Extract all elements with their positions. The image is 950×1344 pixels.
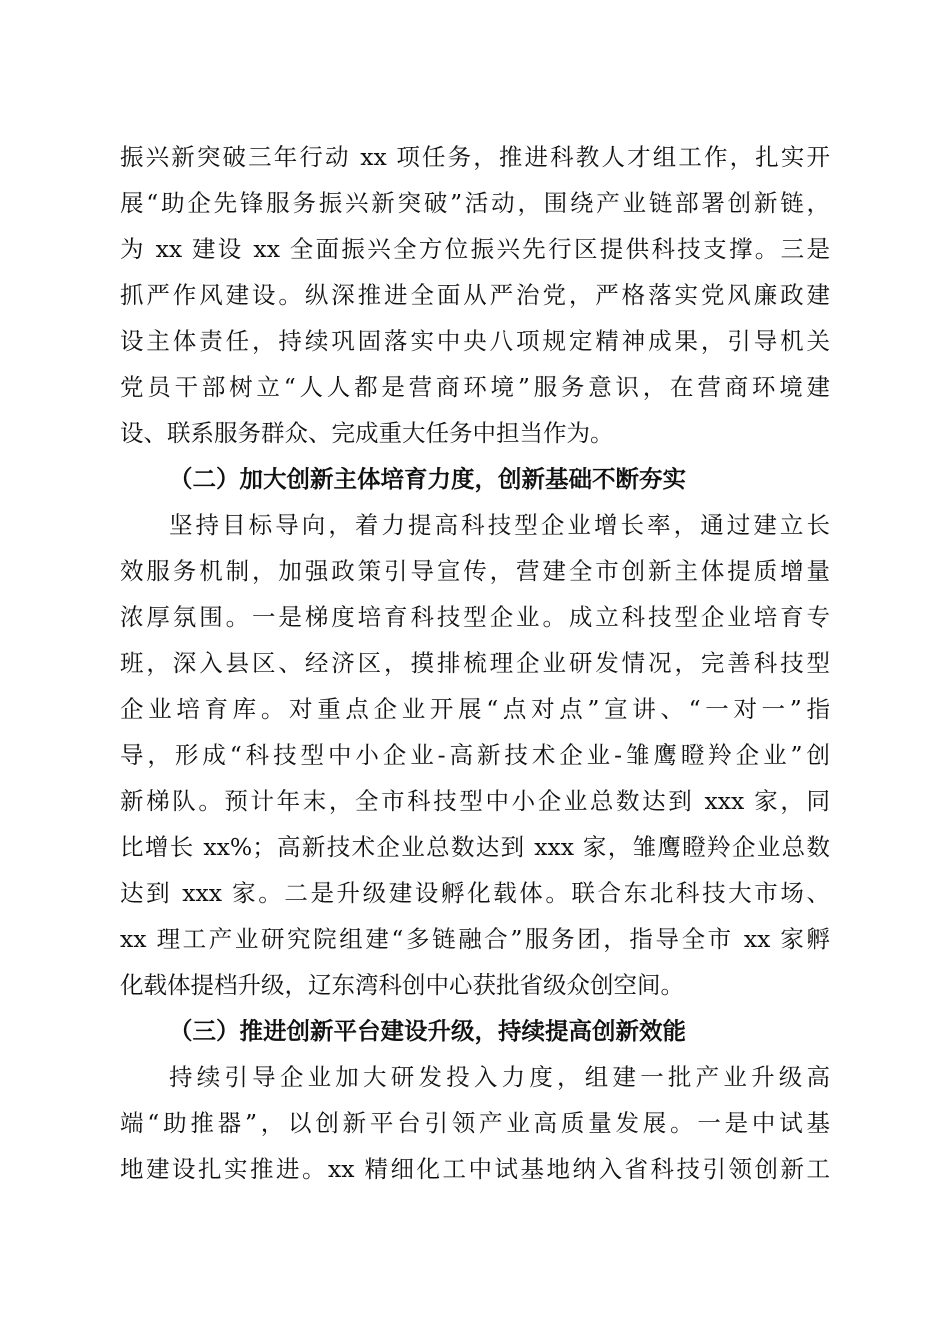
paragraph-line: 党员干部树立“人人都是营商环境”服务意识，在营商环境建 [120,373,830,401]
paragraph-line: 达到 xxx 家。二是升级建设孵化载体。联合东北科技大市场、 [120,879,830,907]
paragraph-line: 坚持目标导向，着力提高科技型企业增长率，通过建立长 [169,511,830,539]
paragraph-line: 企业培育库。对重点企业开展“点对点”宣讲、“一对一”指 [120,695,830,723]
paragraph-line: 持续引导企业加大研发投入力度，组建一批产业升级高 [169,1063,830,1091]
paragraph-line: 地建设扎实推进。xx 精细化工中试基地纳入省科技引领创新工 [120,1155,830,1183]
paragraph-line: 导，形成“科技型中小企业-高新技术企业-雏鹰瞪羚企业”创 [120,741,830,769]
paragraph-line: 端“助推器”，以创新平台引领产业高质量发展。一是中试基 [120,1109,830,1137]
paragraph-line: 设、联系服务群众、完成重大任务中担当作为。 [120,419,614,447]
paragraph-line: 班，深入县区、经济区，摸排梳理企业研发情况，完善科技型 [120,649,830,677]
paragraph-line: 展“助企先锋服务振兴新突破”活动，围绕产业链部署创新链， [120,189,830,217]
paragraph-line: 设主体责任，持续巩固落实中央八项规定精神成果，引导机关 [120,327,830,355]
paragraph-line: 抓严作风建设。纵深推进全面从严治党，严格落实党风廉政建 [120,281,830,309]
paragraph-line: 效服务机制，加强政策引导宣传，营建全市创新主体提质增量 [120,557,830,585]
paragraph-line: 化载体提档升级，辽东湾科创中心获批省级众创空间。 [120,971,684,999]
paragraph-line: 比增长 xx%；高新技术企业总数达到 xxx 家，雏鹰瞪羚企业总数 [120,833,830,861]
paragraph-line: 振兴新突破三年行动 xx 项任务，推进科教人才组工作，扎实开 [120,143,830,171]
paragraph-line: 新梯队。预计年末，全市科技型中小企业总数达到 xxx 家，同 [120,787,830,815]
paragraph-line: 浓厚氛围。一是梯度培育科技型企业。成立科技型企业培育专 [120,603,830,631]
paragraph-line: 为 xx 建设 xx 全面振兴全方位振兴先行区提供科技支撑。三是 [120,235,830,263]
section-heading: （三）推进创新平台建设升级，持续提高创新效能 [169,1017,686,1045]
paragraph-line: xx 理工产业研究院组建“多链融合”服务团，指导全市 xx 家孵 [120,925,830,953]
section-heading: （二）加大创新主体培育力度，创新基础不断夯实 [169,465,686,493]
